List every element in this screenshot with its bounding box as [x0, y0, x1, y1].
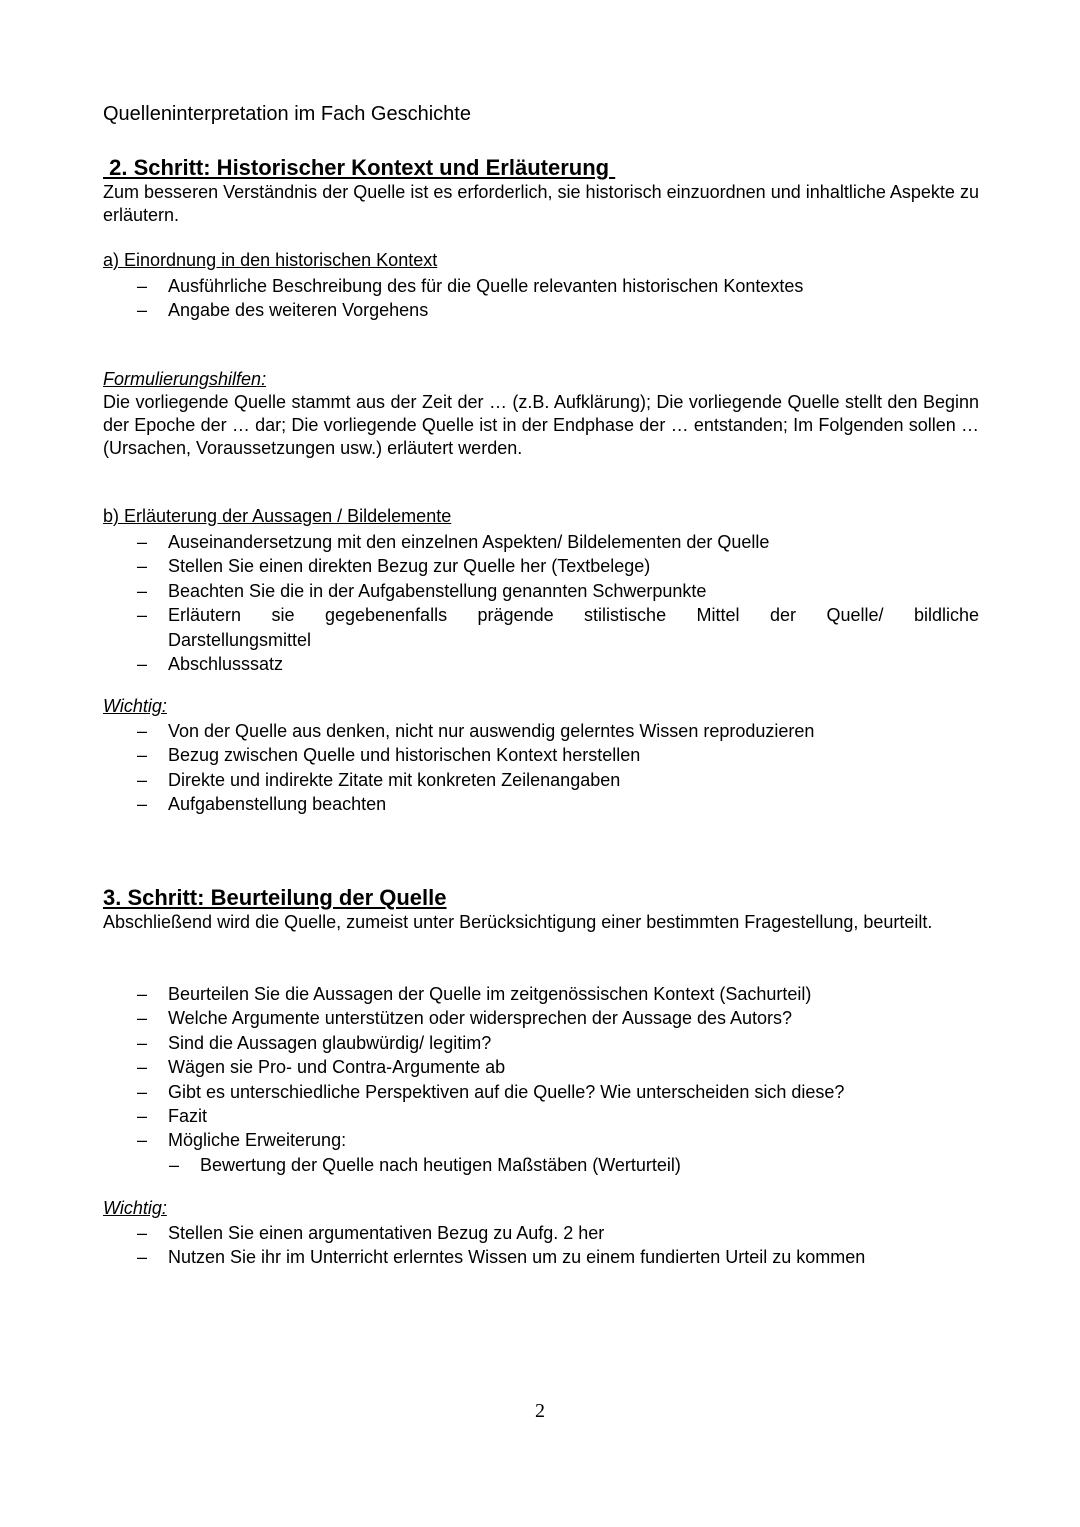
list-item: – Von der Quelle aus denken, nicht nur auswendig gelerntes Wissen reproduzieren [103, 719, 979, 743]
dash-bullet: – [137, 556, 148, 577]
dash-bullet: – [137, 1008, 148, 1029]
section-a-list [103, 274, 979, 323]
step2-intro: Zum besseren Verständnis der Quelle ist es erforderlich, sie historisch einzuordnen und inhaltliche Aspekte zu erläutern. [103, 182, 979, 225]
list-item: – Abschlusssatz [103, 652, 979, 676]
important-list [103, 719, 979, 817]
list-item: – Stellen Sie einen argumentativen Bezug zu Aufg. 2 her [103, 1221, 979, 1245]
list-item: – Auseinandersetzung mit den einzelnen Aspekten/ Bildelementen der Quelle [103, 530, 979, 554]
step3-list [103, 982, 979, 1177]
section-a-heading: a) Einordnung in den historischen Kontext [103, 250, 438, 270]
dash-bullet: – [137, 1081, 148, 1102]
step3-heading: 3. Schritt: Beurteilung der Quelle [103, 885, 447, 910]
dash-bullet: – [137, 654, 148, 675]
dash-bullet: – [137, 605, 148, 626]
dash-bullet: – [137, 1247, 148, 1268]
list-item: – Nutzen Sie ihr im Unterricht erlerntes Wissen um zu einem fundierten Urteil zu kommen [103, 1245, 979, 1269]
list-item: – Ausführliche Beschreibung des für die Quelle relevanten historischen Kontextes [103, 274, 979, 298]
list-item: – Angabe des weiteren Vorgehens [103, 298, 979, 322]
nested-list-item: – Bewertung der Quelle nach heutigen Maßstäben (Werturteil) [103, 1153, 979, 1177]
dash-bullet: – [137, 532, 148, 552]
important-list [103, 1221, 979, 1270]
list-item: – Welche Argumente unterstützen oder widersprechen der Aussage des Autors? [103, 1006, 979, 1030]
list-item: – Beurteilen Sie die Aussagen der Quelle im zeitgenössischen Kontext (Sachurteil) [103, 982, 979, 1006]
dash-bullet: – [137, 794, 148, 815]
dash-bullet: – [137, 721, 148, 741]
step3-intro: Abschließend wird die Quelle, zumeist unter Berücksichtigung einer bestimmten Fragestellung, beurteilt. [103, 912, 933, 932]
phrasing-aids-label: Formulierungshilfen: [103, 369, 267, 389]
list-item: – Bezug zwischen Quelle und historischen Kontext herstellen [103, 743, 979, 767]
dash-bullet: – [137, 1106, 148, 1127]
dash-bullet: – [169, 1154, 180, 1175]
phrasing-aids-text: Die vorliegende Quelle stammt aus der Zeit der … (z.B. Aufklärung); Die vorliegende Quelle stellt den Beginn der Epoche der … dar; Die vorliegende Quelle ist in der Endphase der … entstanden; Im Folgenden sollen … (Ursachen, Voraussetzungen usw.) erläutert werden. [103, 392, 979, 458]
document-title: Quelleninterpretation im Fach Geschichte [103, 103, 471, 125]
list-item: – Fazit [103, 1104, 979, 1128]
dash-bullet: – [137, 1223, 148, 1243]
step2-heading: 2. Schritt: Historischer Kontext und Erläuterung [103, 155, 616, 180]
page-number: 2 [535, 1400, 545, 1422]
list-item: – Stellen Sie einen direkten Bezug zur Quelle her (Textbelege) [103, 554, 979, 578]
dash-bullet: – [137, 276, 148, 296]
list-item: – Direkte und indirekte Zitate mit konkreten Zeilenangaben [103, 768, 979, 792]
list-item: – Mögliche Erweiterung: [103, 1128, 979, 1152]
dash-bullet: – [137, 1130, 148, 1151]
dash-bullet: – [137, 984, 148, 1004]
list-item: – Erläutern sie gegebenenfalls prägende stilistische Mittel der Quelle/ bildliche Darstellungsmittel [137, 605, 979, 650]
list-item: – Wägen sie Pro- und Contra-Argumente ab [103, 1055, 979, 1079]
important-label: Wichtig: [103, 1198, 167, 1218]
section-b-list [103, 530, 979, 676]
dash-bullet: – [137, 1032, 148, 1053]
list-item: – Sind die Aussagen glaubwürdig/ legitim? [103, 1031, 979, 1055]
list-item: – Beachten Sie die in der Aufgabenstellung genannten Schwerpunkte [103, 579, 979, 603]
important-label: Wichtig: [103, 696, 167, 716]
dash-bullet: – [137, 1057, 148, 1078]
dash-bullet: – [137, 769, 148, 790]
dash-bullet: – [137, 745, 148, 766]
dash-bullet: – [137, 300, 148, 321]
dash-bullet: – [137, 580, 148, 601]
section-b-heading: b) Erläuterung der Aussagen / Bildelemente [103, 506, 452, 526]
list-item: – Aufgabenstellung beachten [103, 792, 979, 816]
list-item: – Gibt es unterschiedliche Perspektiven auf die Quelle? Wie unterscheiden sich diese? [103, 1080, 979, 1104]
